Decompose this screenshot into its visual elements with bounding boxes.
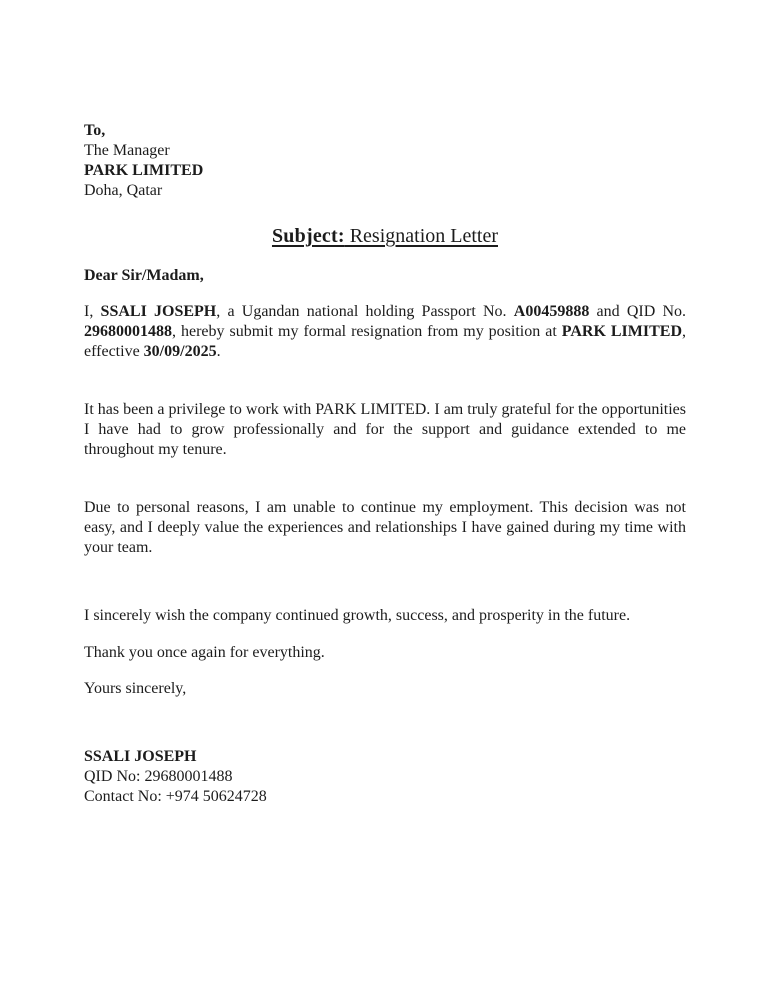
recipient-to: To, (84, 122, 106, 139)
salutation: Dear Sir/Madam, (84, 267, 204, 284)
signature-block (84, 747, 686, 807)
signature-name: SSALI JOSEPH (84, 748, 197, 765)
paragraph-thanks: Thank you once again for everything. (84, 644, 325, 661)
subject-title: Resignation Letter (344, 225, 498, 247)
paragraph-reason: Due to personal reasons, I am unable to continue my employment. This decision was not easy, and I deeply value the experiences and relationships I have gained during my time with your team. (84, 499, 686, 556)
signature-contact: Contact No: +974 50624728 (84, 788, 267, 805)
subject-text (272, 225, 498, 247)
recipient-location: Doha, Qatar (84, 182, 163, 199)
closing-line: Yours sincerely, (84, 680, 187, 697)
paragraph-resignation-statement: I, SSALI JOSEPH, a Ugandan national holding Passport No. A00459888 and QID No. 29680001488, hereby submit my formal resignation from my position at PARK LIMITED, effective 30/09/2025. (84, 303, 687, 360)
recipient-block (84, 121, 686, 201)
paragraph-gratitude: It has been a privilege to work with PARK LIMITED. I am truly grateful for the opportunities I have had to grow professionally and for the support and guidance extended to me throughout my tenure. (84, 401, 686, 458)
signature-qid: QID No: 29680001488 (84, 768, 233, 785)
paragraph-well-wishes: I sincerely wish the company continued growth, success, and prosperity in the future. (84, 607, 631, 624)
subject-line (84, 223, 686, 249)
recipient-addressee: The Manager (84, 142, 170, 159)
subject-label: Subject: (271, 225, 345, 247)
recipient-company: PARK LIMITED (84, 162, 204, 179)
